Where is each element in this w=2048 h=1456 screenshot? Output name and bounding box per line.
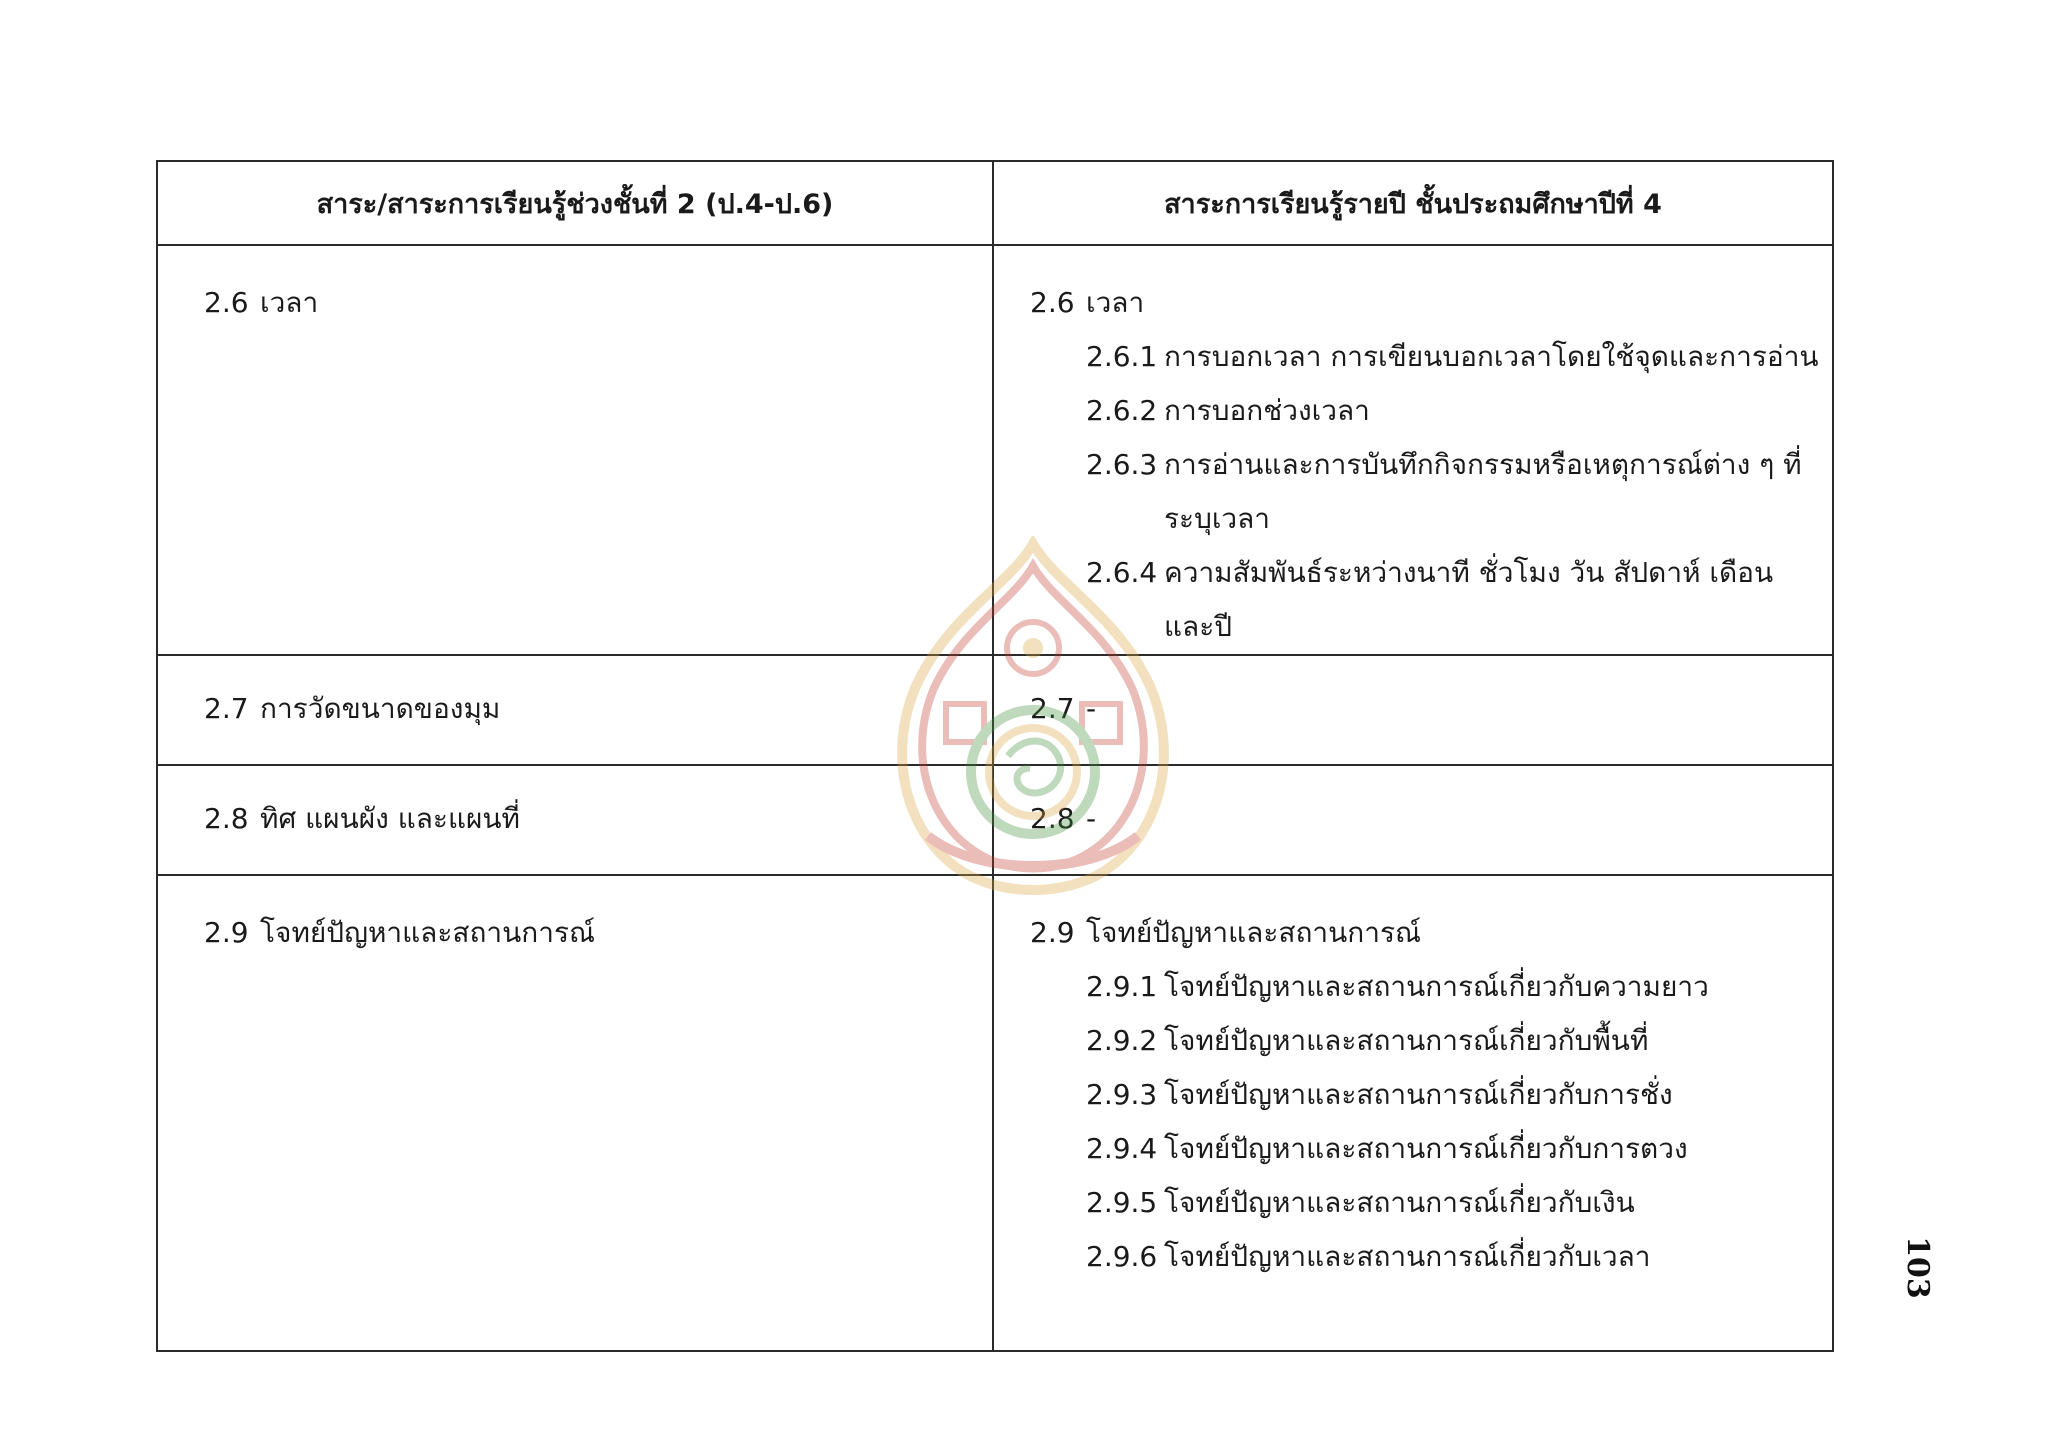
item-number: 2.6.4: [1086, 556, 1158, 589]
right-cell: [993, 765, 1833, 875]
section-title: โจทย์ปัญหาและสถานการณ์: [1086, 916, 1421, 949]
item-number: 2.6.1: [1086, 340, 1158, 373]
section-number: 2.7: [204, 692, 249, 725]
item-number: 2.9.6: [1086, 1240, 1158, 1273]
section-heading: [1030, 276, 1820, 330]
item-text: โจทย์ปัญหาและสถานการณ์เกี่ยวกับเวลา: [1164, 1240, 1651, 1273]
page-number: 103: [1899, 1236, 1935, 1299]
section-number: 2.9: [1030, 916, 1075, 949]
item-text: การอ่านและการบันทึกกิจกรรมหรือเหตุการณ์ต่าง ๆ ที่ระบุเวลา: [1164, 448, 1802, 535]
list-item: [1030, 384, 1820, 438]
list-item: [1030, 330, 1820, 384]
item-number: 2.9.5: [1086, 1186, 1158, 1219]
item-number: 2.9.1: [1086, 970, 1158, 1003]
section-title: -: [1086, 692, 1097, 725]
item-text: โจทย์ปัญหาและสถานการณ์เกี่ยวกับการชั่ง: [1164, 1078, 1673, 1111]
section-title: เวลา: [260, 286, 319, 319]
item-text: โจทย์ปัญหาและสถานการณ์เกี่ยวกับความยาว: [1164, 970, 1709, 1003]
left-cell: [157, 765, 993, 875]
section-heading: [204, 792, 980, 846]
section-number: 2.9: [204, 916, 249, 949]
section-heading: [1030, 682, 1820, 736]
item-text: การบอกช่วงเวลา: [1164, 394, 1370, 427]
section-number: 2.8: [204, 802, 249, 835]
section-title: เวลา: [1086, 286, 1145, 319]
item-text: ความสัมพันธ์ระหว่างนาที ชั่วโมง วัน สัปดาห์ เดือน และปี: [1164, 556, 1774, 643]
left-cell: [157, 875, 993, 1351]
right-cell: [993, 875, 1833, 1351]
table-row: [157, 875, 1833, 1351]
left-cell: [157, 655, 993, 765]
section-title: ทิศ แผนผัง และแผนที่: [260, 802, 520, 835]
item-text: โจทย์ปัญหาและสถานการณ์เกี่ยวกับพื้นที่: [1164, 1024, 1649, 1057]
section-number: 2.6: [1030, 286, 1075, 319]
curriculum-table: [156, 160, 1834, 1352]
section-heading: [1030, 906, 1820, 960]
item-number: 2.6.3: [1086, 448, 1158, 481]
item-text: โจทย์ปัญหาและสถานการณ์เกี่ยวกับเงิน: [1164, 1186, 1635, 1219]
list-item: [1030, 1176, 1820, 1230]
list-item: [1030, 1068, 1820, 1122]
section-heading: [1030, 792, 1820, 846]
section-title: การวัดขนาดของมุม: [260, 692, 501, 725]
item-text: โจทย์ปัญหาและสถานการณ์เกี่ยวกับการตวง: [1164, 1132, 1688, 1165]
left-cell: [157, 245, 993, 655]
item-number: 2.9.2: [1086, 1024, 1158, 1057]
header-left: สาระ/สาระการเรียนรู้ช่วงชั้นที่ 2 (ป.4-ป.6): [157, 161, 993, 245]
section-number: 2.6: [204, 286, 249, 319]
list-item: [1030, 1230, 1820, 1284]
list-item: [1030, 1014, 1820, 1068]
item-text: การบอกเวลา การเขียนบอกเวลาโดยใช้จุดและการอ่าน: [1164, 340, 1819, 373]
list-item: [1030, 438, 1820, 546]
list-item: [1030, 546, 1820, 654]
section-heading: [204, 276, 980, 330]
right-cell: [993, 245, 1833, 655]
item-number: 2.6.2: [1086, 394, 1158, 427]
table-row: [157, 765, 1833, 875]
table-row: [157, 245, 1833, 655]
section-heading: [204, 906, 980, 960]
right-cell: [993, 655, 1833, 765]
list-item: [1030, 960, 1820, 1014]
item-number: 2.9.4: [1086, 1132, 1158, 1165]
table-header-row: [157, 161, 1833, 245]
section-number: 2.8: [1030, 802, 1075, 835]
list-item: [1030, 1122, 1820, 1176]
section-heading: [204, 682, 980, 736]
item-number: 2.9.3: [1086, 1078, 1158, 1111]
section-number: 2.7: [1030, 692, 1075, 725]
table-row: [157, 655, 1833, 765]
section-title: -: [1086, 802, 1097, 835]
section-title: โจทย์ปัญหาและสถานการณ์: [260, 916, 595, 949]
header-right: สาระการเรียนรู้รายปี ชั้นประถมศึกษาปีที่ 4: [993, 161, 1833, 245]
